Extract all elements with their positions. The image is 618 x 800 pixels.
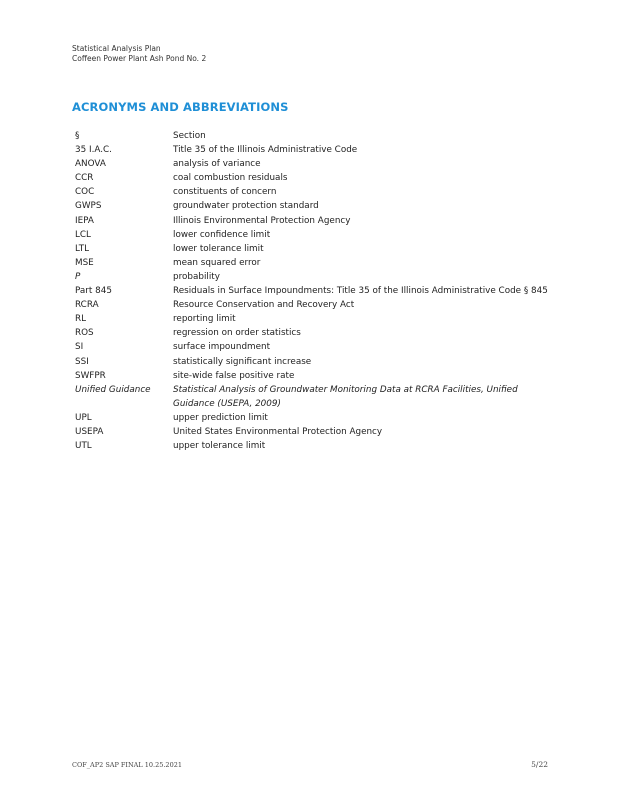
acronym-definition: regression on order statistics	[173, 328, 301, 339]
acronym-definition: analysis of variance	[173, 159, 261, 170]
page-number: 5/22	[531, 760, 548, 769]
acronym-definition: lower confidence limit	[173, 229, 271, 240]
acronym-definition: statistically significant increase	[173, 356, 312, 367]
acronym-row	[75, 143, 555, 157]
acronym-term: SI	[75, 342, 84, 353]
acronym-row	[75, 340, 555, 354]
acronym-term: LCL	[75, 229, 91, 240]
header-document-title: Statistical Analysis Plan	[72, 44, 161, 53]
acronym-row	[75, 228, 555, 242]
acronym-row	[75, 256, 555, 270]
acronym-list	[75, 129, 555, 453]
acronym-term: RCRA	[75, 300, 99, 311]
footer-document-id: COF_AP2 SAP FINAL 10.25.2021	[72, 761, 182, 769]
acronym-term: ANOVA	[75, 159, 106, 170]
acronym-definition: lower tolerance limit	[173, 243, 264, 254]
acronym-row	[75, 242, 555, 256]
header-site-name: Coffeen Power Plant Ash Pond No. 2	[72, 54, 207, 63]
acronym-row	[75, 355, 555, 369]
acronym-table	[75, 129, 555, 453]
acronym-definition: mean squared error	[173, 257, 261, 268]
acronym-definition: site-wide false positive rate	[173, 370, 295, 381]
acronym-term: USEPA	[75, 426, 104, 437]
acronym-definition: Title 35 of the Illinois Administrative Code	[173, 145, 358, 156]
acronym-term: P	[75, 271, 81, 282]
acronym-row	[75, 425, 555, 439]
acronym-term: LTL	[75, 243, 89, 254]
acronym-definition: coal combustion residuals	[173, 173, 288, 184]
acronym-definition: United States Environmental Protection Agency	[173, 426, 383, 437]
acronym-term: IEPA	[75, 215, 94, 226]
acronym-term: CCR	[75, 173, 94, 184]
acronym-definition: Section	[173, 131, 206, 141]
acronym-term: Part 845	[75, 286, 112, 297]
acronym-definition: Statistical Analysis of Groundwater Monitoring Data at RCRA Facilities, Unified Guidance (USEPA, 2009)	[173, 384, 518, 409]
acronym-definition: probability	[173, 271, 220, 282]
acronym-term: SWFPR	[75, 370, 106, 381]
acronym-definition: groundwater protection standard	[173, 201, 319, 212]
acronym-definition: surface impoundment	[173, 342, 271, 353]
acronym-row	[75, 312, 555, 326]
acronym-term: UTL	[75, 441, 92, 452]
acronym-row	[75, 284, 555, 298]
acronym-row	[75, 129, 555, 143]
acronym-definition: upper tolerance limit	[173, 441, 266, 452]
acronym-row	[75, 439, 555, 453]
acronym-term: §	[75, 131, 80, 141]
acronym-term: COC	[75, 187, 95, 198]
acronym-term: GWPS	[75, 201, 102, 212]
acronym-term: UPL	[75, 412, 92, 423]
acronym-row	[75, 214, 555, 228]
acronym-term: 35 I.A.C.	[75, 145, 112, 156]
document-header	[72, 44, 206, 64]
acronym-row	[75, 171, 555, 185]
section-title: ACRONYMS AND ABBREVIATIONS	[72, 100, 289, 114]
acronym-row	[75, 411, 555, 425]
acronym-row	[75, 157, 555, 171]
acronym-definition: Illinois Environmental Protection Agency	[173, 215, 351, 226]
acronym-definition: constituents of concern	[173, 187, 277, 198]
acronym-definition: Residuals in Surface Impoundments: Title 35 of the Illinois Administrative Code § 845	[173, 286, 548, 297]
acronym-definition: Resource Conservation and Recovery Act	[173, 300, 355, 311]
acronym-row	[75, 369, 555, 383]
acronym-row	[75, 326, 555, 340]
acronym-term: Unified Guidance	[75, 384, 151, 395]
acronym-row	[75, 270, 555, 284]
acronym-term: SSI	[75, 356, 89, 367]
acronym-row	[75, 298, 555, 312]
acronym-term: RL	[75, 314, 87, 325]
acronym-definition: reporting limit	[173, 314, 236, 325]
acronym-term: ROS	[75, 328, 94, 339]
acronym-row	[75, 383, 555, 411]
acronym-term: MSE	[75, 257, 94, 268]
acronym-row	[75, 185, 555, 199]
acronym-row	[75, 199, 555, 213]
acronym-definition: upper prediction limit	[173, 412, 268, 423]
